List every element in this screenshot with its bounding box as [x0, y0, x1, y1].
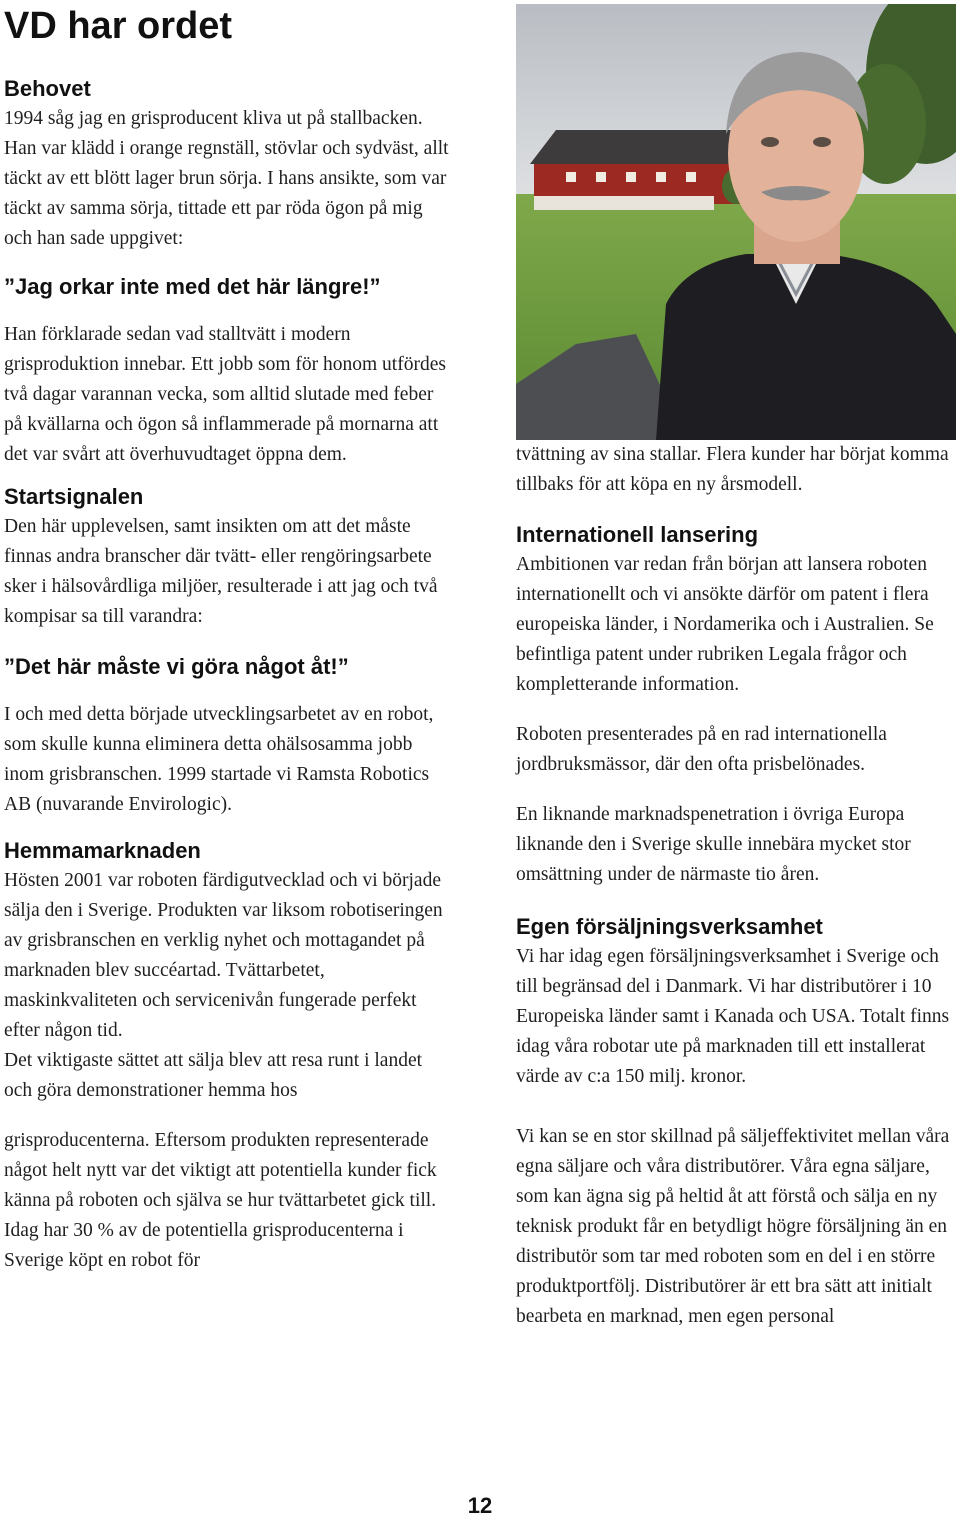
heading-egen-forsaljningsverksamhet: Egen försäljningsverksamhet — [516, 914, 823, 939]
quote: ”Jag orkar inte med det här längre!” — [4, 274, 381, 299]
paragraph: Roboten presenterades på en rad internationella jordbruksmässor, där den ofta prisbelönades. — [516, 724, 887, 775]
paragraph: grisproducenterna. Eftersom produkten representerade något helt nytt var det viktigt att potentiella kunder fick känna på roboten och själva se hur tvättarbetet gick till. — [4, 1130, 437, 1211]
paragraph: Hösten 2001 var roboten färdigutvecklad och vi började sälja den i Sverige. Produkten var liksom robotiseringen av grisbranschen en verklig nyhet och mottagandet på marknaden blev succéartad. Tvättarbetet, maskinkvaliteten och servicenivån fungerade perfekt efter någon tid. — [4, 870, 443, 1041]
paragraph: I och med detta började utvecklingsarbetet av en robot, som skulle kunna eliminera detta ohälsosamma jobb inom grisbranschen. 1999 startade vi Ramsta Robotics AB (nuvarande Envirologic). — [4, 704, 434, 815]
paragraph: Den här upplevelsen, samt insikten om att det måste finnas andra branscher där tvätt- eller rengöringsarbete sker i hälsovårdliga miljöer, resulterade i att jag och två kompisar sa till varandra: — [4, 516, 438, 627]
barn-roof — [530, 130, 756, 164]
heading-hemmamarknaden: Hemmamarknaden — [4, 838, 201, 863]
paragraph: Vi har idag egen försäljningsverksamhet i Sverige och till begränsad del i Danmark. Vi har distributörer i 10 Europeiska länder samt i Kanada och USA. Totalt finns idag våra robotar ute på marknaden till ett installerat värde av c:a 150 milj. kronor. — [516, 946, 950, 1087]
paragraph: tvättning av sina stallar. Flera kunder har börjat komma tillbaks för att köpa en ny årsmodell. — [516, 444, 949, 495]
page-title: VD har ordet — [4, 5, 233, 47]
paragraph: En liknande marknadspenetration i övriga Europa liknande den i Sverige skulle innebära mycket stor omsättning under de närmaste tio åren. — [516, 804, 911, 885]
heading-behovet: Behovet — [4, 76, 91, 101]
paragraph: Idag har 30 % av de potentiella grisproducenterna i Sverige köpt en robot för — [4, 1220, 404, 1271]
heading-internationell-lansering: Internationell lansering — [516, 522, 759, 547]
paragraph: Vi kan se en stor skillnad på säljeffektivitet mellan våra egna säljare och våra distributörer. Våra egna säljare, som kan ägna sig på heltid åt att förstå och sälja en ny teknisk produkt får en betydligt högre försäljning än en distributör som tar med roboten som en del i en större produktportfölj. Distributörer är ett bra sätt att initialt bearbeta en marknad, men egen personal — [516, 1126, 950, 1327]
paragraph: Det viktigaste sättet att sälja blev att resa runt i landet och göra demonstrationer hemma hos — [4, 1050, 423, 1101]
paragraph: Ambitionen var redan från början att lansera roboten internationellt och vi ansökte därför om patent i flera europeiska länder, i Nordamerika och i Australien. Se befintliga patent under rubriken Legala frågor och kompletterande information. — [516, 554, 934, 695]
paragraph: 1994 såg jag en grisproducent kliva ut på stallbacken. Han var klädd i orange regnställ, stövlar och sydväst, allt täckt av ett blött lager brun sörja. I hans ansikte, som var täckt av samma sörja, tittade ett par röda ögon på mig och han sade uppgivet: — [4, 108, 449, 249]
paragraph: Han förklarade sedan vad stalltvätt i modern grisproduktion innebar. Ett jobb som för honom utfördes två dagar varannan vecka, som alltid slutade med feber på kvällarna och ögon så inflammerade på mornarna att det var svårt att överhuvudtaget öppna dem. — [4, 324, 446, 465]
left-column — [4, 74, 452, 1276]
ceo-portrait-photo — [516, 4, 956, 440]
page-number: 12 — [467, 1493, 493, 1518]
quote: ”Det här måste vi göra något åt!” — [4, 654, 349, 679]
heading-startsignalen: Startsignalen — [4, 484, 144, 509]
right-column — [516, 440, 956, 1332]
